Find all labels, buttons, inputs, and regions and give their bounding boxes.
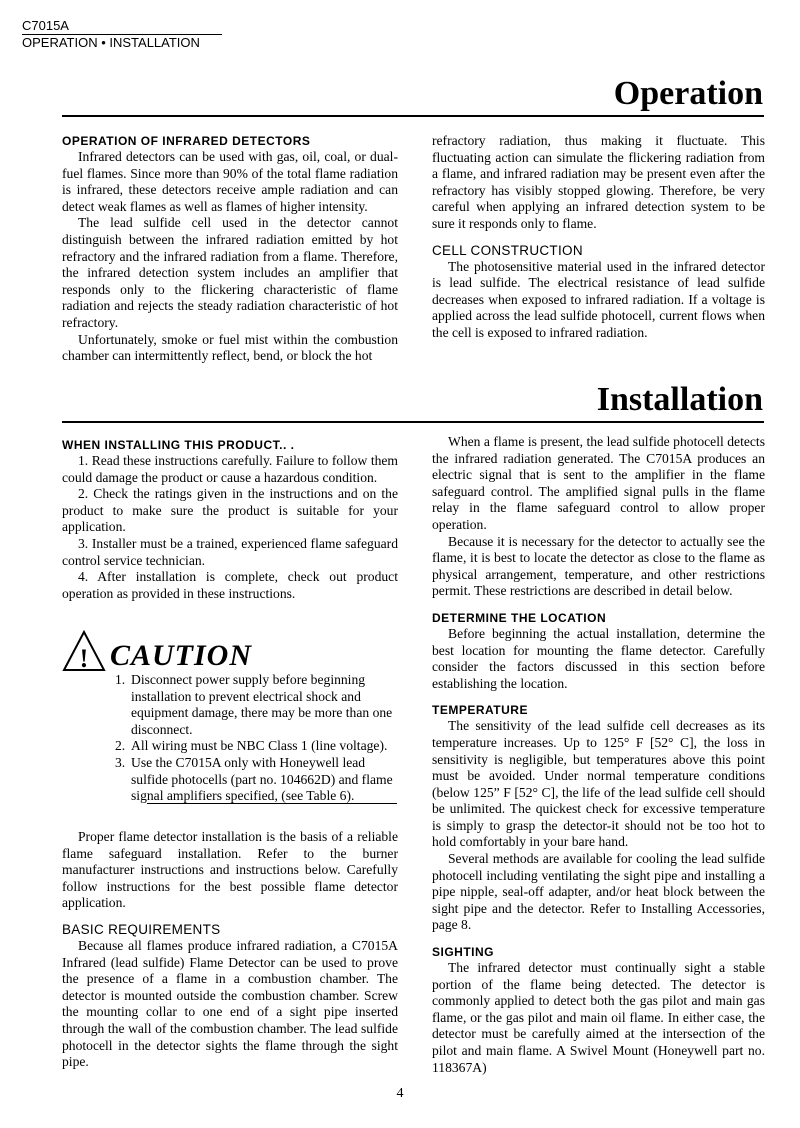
installation-intro — [62, 829, 398, 1071]
intro-text: Proper flame detector installation is the basis of a reliable flame safeguard installation. Refer to the burner manufacturer instructions and instructions below. Carefully follow instructions for the best possible flame detector application. — [62, 829, 398, 911]
location-heading: DETERMINE THE LOCATION — [432, 610, 607, 625]
caution-item: 3. Use the C7015A only with Honeywell lead sulfide photocells (part no. 104662D) and flame signal amplifiers specified, (see Table 6). — [115, 754, 393, 804]
installation-paragraph: Because it is necessary for the detector to actually see the flame, it is best to locate the detector as close to the flame as physical arrangement, temperature, and other restrictions permit. These restrictions are described in detail below. — [432, 533, 765, 599]
installation-title: Installation — [596, 381, 763, 418]
install-step: 3. Installer must be a trained, experienced flame safeguard control service technician. — [62, 535, 398, 568]
running-header — [22, 18, 222, 51]
location-text: Before beginning the actual installation, determine the best location for mounting the flame detector. Carefully consider the factors discussed in this section before establishing the location. — [432, 625, 765, 691]
temperature-text: The sensitivity of the lead sulfide cell decreases as its temperature increases. Up to 125° F [52° C], the loss in sensitivity is negligible, but temperatures above this point must be avoided. Under normal temperature conditions (below 125” F [52° C], the life of the lead sulfide cell should be unlimited. The quickest check for excessive temperature is simply to grasp the detector-it should not be too hot to hold comfortably in your bare hand. — [432, 718, 765, 850]
install-step: 4. After installation is complete, check out product operation as provided in these instructions. — [62, 569, 398, 601]
installing-heading: WHEN INSTALLING THIS PRODUCT.. . — [62, 438, 295, 452]
operation-paragraph: Unfortunately, smoke or fuel mist within the combustion chamber can intermittently reflect, bend, or block the hot — [62, 331, 398, 364]
installation-steps — [62, 437, 398, 602]
install-step: 2. Check the ratings given in the instructions and on the product to make sure the product is suitable for your application. — [62, 486, 398, 535]
basic-requirements-heading: BASIC REQUIREMENTS — [62, 921, 221, 937]
operation-right-column — [432, 133, 765, 342]
operation-heading: OPERATION OF INFRARED DETECTORS — [62, 134, 311, 148]
operation-continuation: refractory radiation, thus making it fluctuate. This fluctuating action can simulate the flickering radiation from a flame, and infrared radiation may be present even after the refractory has visibly stopped glowing. Therefore, be very careful when applying an infrared detection system to be sure it responds only to flame. — [432, 133, 765, 231]
section-path: OPERATION • INSTALLATION — [22, 35, 200, 50]
install-step: 1. Read these instructions carefully. Failure to follow them could damage the product or cause a hazardous condition. — [62, 453, 398, 485]
cell-construction-text: The photosensitive material used in the infrared detector is lead sulfide. The electrical resistance of lead sulfide decreases when exposed to infrared radiation. If a voltage is applied across the lead sulfide photocell, current flows when the cell is exposed to infrared radiation. — [432, 258, 765, 340]
caution-title: CAUTION — [110, 639, 253, 672]
model-number: C7015A — [22, 18, 222, 35]
operation-title: Operation — [613, 75, 763, 112]
basic-requirements-text: Because all flames produce infrared radiation, a C7015A Infrared (lead sulfide) Flame Detector can be used to prove the presence of a flame in a combustion chamber. The detector is mounted outside the combustion chamber. Screw the mounting collar to one end of a sight pipe inserted through the wall of the combustion chamber. The lead sulfide photocell in the detector sights the flame through the sight pipe. — [62, 937, 398, 1070]
page-number: 4 — [396, 1086, 404, 1101]
operation-rule — [62, 115, 764, 117]
temperature-text: Several methods are available for cooling the lead sulfide photocell including ventilating the sight pipe and installing a pipe nipple, seal-off adapter, and/or heat block between the sight pipe and the detector. Refer to Installing Accessories, page 8. — [432, 851, 765, 933]
installation-right-column — [432, 434, 765, 1076]
caution-item: 1. Disconnect power supply before beginning installation to prevent electrical shock and equipment damage, there may be more than one disconnect. — [115, 672, 393, 737]
sighting-heading: SIGHTING — [432, 945, 495, 960]
caution-divider — [147, 803, 397, 804]
temperature-heading: TEMPERATURE — [432, 703, 528, 718]
operation-paragraph: The lead sulfide cell used in the detector cannot distinguish between the infrared radiation emitted by hot refractory and the infrared radiation from a flame. Therefore, the infrared detection system includes an amplifier that responds only to the flickering characteristic of flame radiation and rejects the steady radiation characteristic of hot refractory. — [62, 215, 398, 330]
cell-construction-heading: CELL CONSTRUCTION — [432, 242, 583, 258]
caution-item: 2. All wiring must be NBC Class 1 (line voltage). — [115, 738, 388, 754]
caution-list — [115, 672, 397, 805]
operation-left-column — [62, 133, 398, 365]
installation-paragraph: When a flame is present, the lead sulfide photocell detects the infrared radiation generated. The C7015A produces an electric signal that is sent to the amplifier in the flame safeguard control. The amplified signal pulls in the flame relay in the flame safeguard control to allow proper operation. — [432, 434, 765, 532]
warning-symbol: ! — [79, 644, 89, 672]
installation-rule — [62, 421, 764, 423]
operation-paragraph: Infrared detectors can be used with gas, oil, coal, or dual-fuel flames. Since more than 90% of the total flame radiation is infrared, these detectors receive ample radiation and can detect weak flames as well as flames of higher intensity. — [62, 149, 398, 214]
caution-header — [62, 628, 252, 672]
warning-triangle-icon — [62, 630, 106, 672]
sighting-text: The infrared detector must continually sight a stable portion of the flame being detected. The detector is commonly applied to detect both the gas pilot and main gas flame, or the gas pilot and main oil flame. In either case, the detector must be carefully aimed at the intersection of the pilot and main flame. A Swivel Mount (Honeywell part no. 118367A) — [432, 960, 765, 1075]
